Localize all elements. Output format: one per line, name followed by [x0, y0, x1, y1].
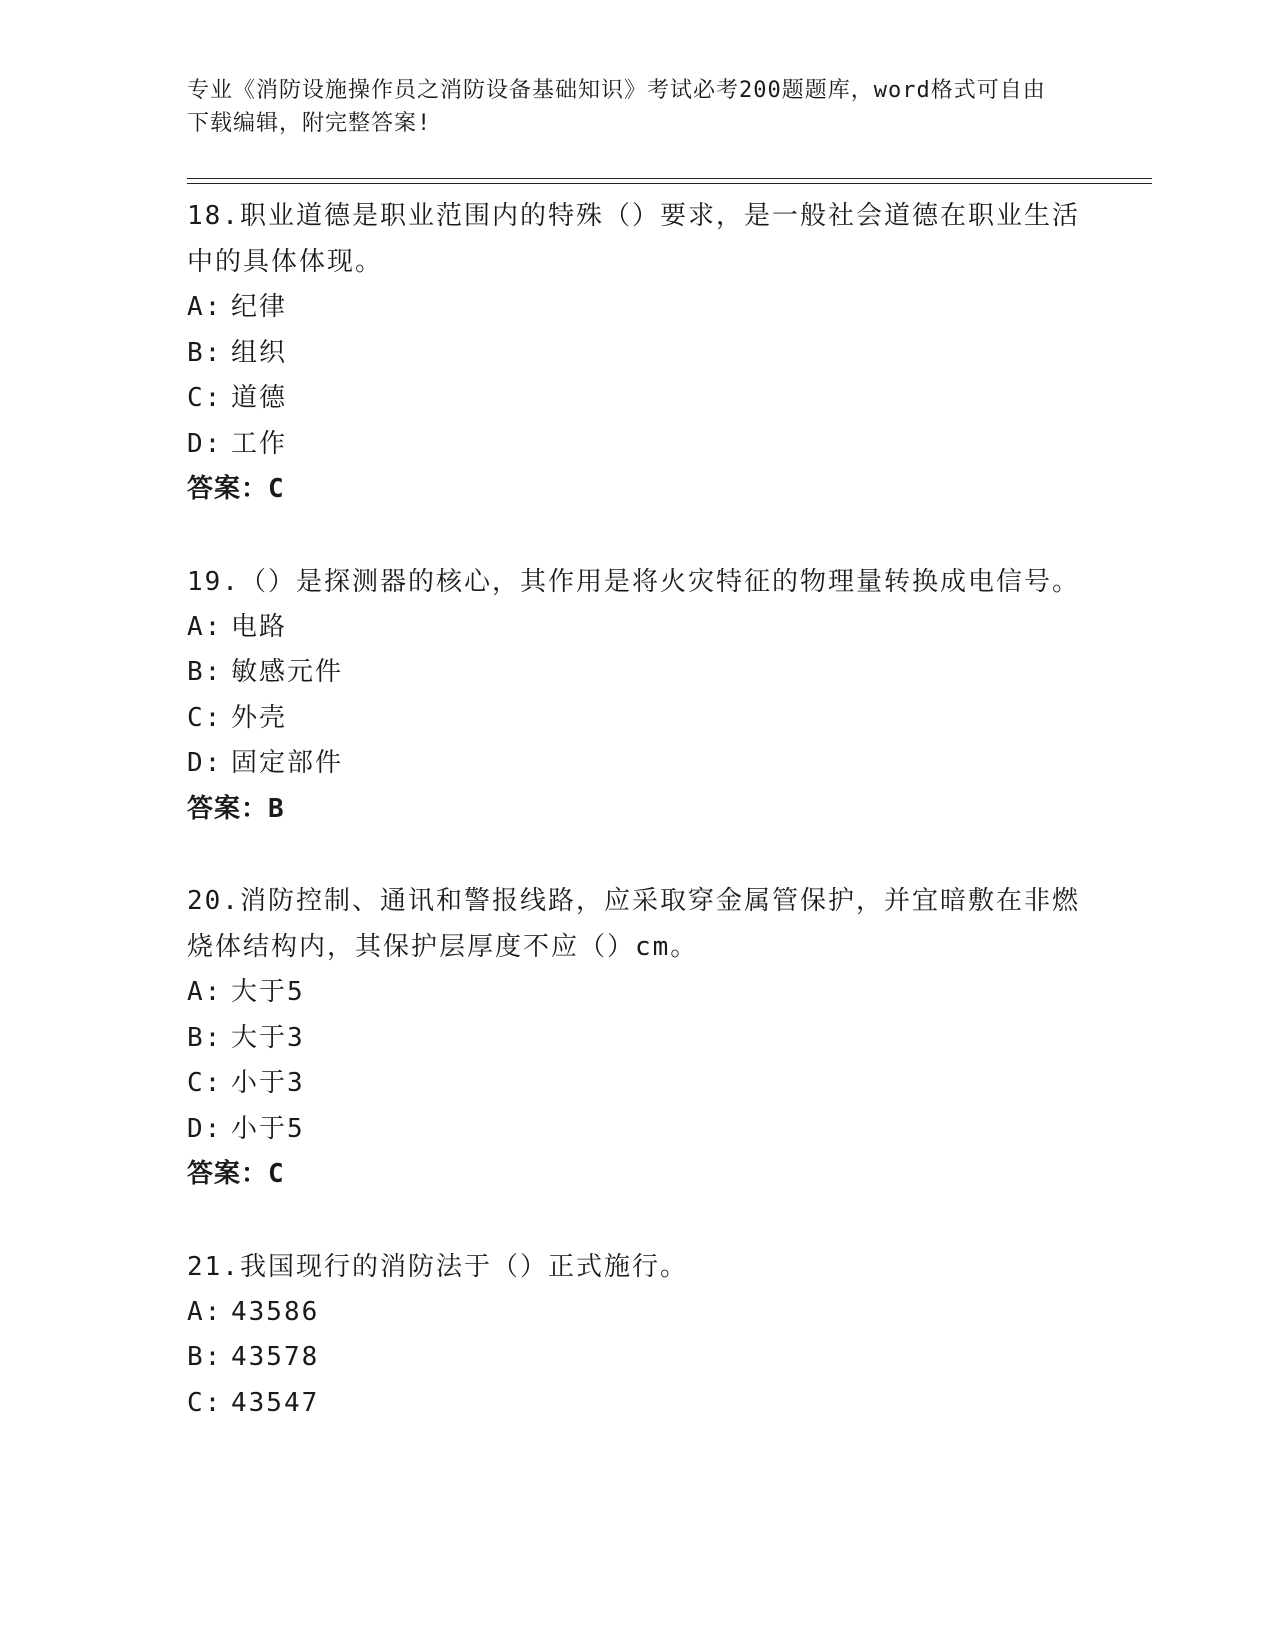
option-a [187, 605, 1087, 651]
option-c [187, 376, 1087, 422]
option-text: 43547 [231, 1387, 320, 1418]
question-list [187, 193, 1087, 1426]
option-text: 电路 [231, 611, 288, 642]
option-letter: A: [187, 1296, 223, 1327]
spacer [187, 513, 1087, 559]
option-text: 外壳 [231, 702, 288, 733]
option-letter: B: [187, 657, 223, 687]
option-letter: C: [187, 702, 223, 733]
option-b [187, 1335, 1087, 1381]
option-letter: D: [187, 748, 223, 778]
question-text: 19.（）是探测器的核心，其作用是将火灾特征的物理量转换成电信号。 [187, 566, 1080, 597]
option-text: 工作 [231, 428, 288, 459]
option-b [187, 331, 1087, 377]
spacer [187, 1198, 1087, 1244]
option-text: 组织 [231, 337, 288, 368]
option-text: 小于5 [231, 1113, 305, 1144]
option-c [187, 1381, 1087, 1427]
option-text: 固定部件 [231, 748, 344, 778]
option-text: 大于5 [231, 977, 305, 1007]
answer: 答案：B [187, 793, 285, 824]
header-divider-bottom [187, 183, 1152, 184]
document-header [187, 74, 1067, 140]
option-d [187, 422, 1087, 468]
option-a [187, 1290, 1087, 1336]
option-a [187, 970, 1087, 1016]
option-text: 43578 [231, 1342, 320, 1372]
option-text: 43586 [231, 1296, 320, 1327]
option-letter: D: [187, 428, 223, 459]
option-text: 纪律 [231, 292, 288, 322]
answer: 答案：C [187, 474, 285, 504]
header-divider-top [187, 178, 1152, 179]
option-d [187, 741, 1087, 787]
question-21 [187, 1244, 1087, 1427]
option-letter: C: [187, 1068, 223, 1098]
option-letter: A: [187, 292, 223, 322]
option-letter: A: [187, 977, 223, 1007]
option-letter: B: [187, 1022, 223, 1053]
question-text: 20.消防控制、通讯和警报线路，应采取穿金属管保护，并宜暗敷在非燃烧体结构内，其保护层厚度不应（）cm。 [187, 886, 1080, 962]
question-text: 18.职业道德是职业范围内的特殊（）要求，是一般社会道德在职业生活中的具体体现。 [187, 201, 1080, 277]
option-letter: C: [187, 383, 223, 413]
option-d [187, 1107, 1087, 1153]
header-text: 专业《消防设施操作员之消防设备基础知识》考试必考200题题库，word格式可自由下载编辑，附完整答案! [187, 78, 1046, 136]
option-letter: D: [187, 1113, 223, 1144]
spacer [187, 832, 1087, 878]
option-b [187, 650, 1087, 696]
question-20 [187, 878, 1087, 1198]
option-c [187, 696, 1087, 742]
question-18 [187, 193, 1087, 513]
option-text: 小于3 [231, 1068, 305, 1098]
question-19 [187, 559, 1087, 833]
option-a [187, 285, 1087, 331]
answer: 答案：C [187, 1159, 285, 1189]
option-text: 道德 [231, 383, 288, 413]
option-letter: B: [187, 1342, 223, 1372]
option-c [187, 1061, 1087, 1107]
option-text: 敏感元件 [231, 657, 344, 687]
option-b [187, 1016, 1087, 1062]
option-letter: B: [187, 337, 223, 368]
option-letter: C: [187, 1387, 223, 1418]
question-text: 21.我国现行的消防法于（）正式施行。 [187, 1251, 688, 1282]
option-text: 大于3 [231, 1022, 305, 1053]
option-letter: A: [187, 611, 223, 642]
